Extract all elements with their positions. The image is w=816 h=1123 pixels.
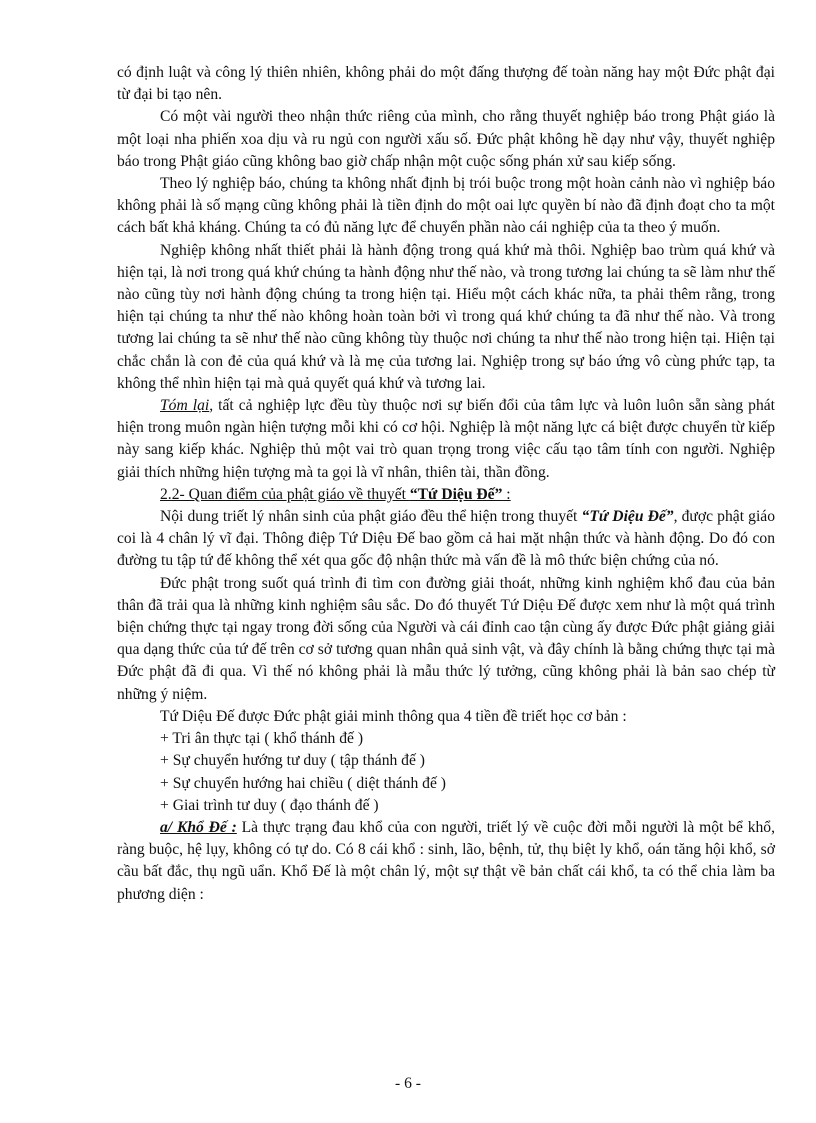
list-item: + Giai trình tư duy ( đạo thánh đế ): [160, 796, 379, 814]
body-text: [117, 62, 775, 906]
section-heading-suffix: :: [502, 485, 511, 503]
page-number: - 6 -: [395, 1075, 421, 1092]
section-heading-term: “Tứ Diệu Đế”: [409, 485, 503, 503]
kho-de-heading: a/ Khổ Đế :: [160, 818, 237, 836]
paragraph-5: [117, 395, 775, 484]
section-heading-prefix: 2.2- Quan điểm của phật giáo về thuyết: [160, 485, 410, 503]
list-item: + Tri ân thực tại ( khổ thánh đế ): [160, 730, 364, 748]
paragraph-6-term: “Tứ Diệu Đế”: [581, 508, 674, 526]
paragraph-7: Đức phật trong suốt quá trình đi tìm con đường giải thoát, những kinh nghiệm khổ đau của bản thân đã trải qua là những kinh nghiệm sâu sắc. Do đó thuyết Tứ Diệu Đế được xem như là một quá trình biện chứng thực tại ngay trong đời sống của Người và cái đỉnh cao tận cùng ấy được Đức phật giảng giải qua dạng thức của tứ đế trên cơ sở tương quan nhân quả sinh vật, và đây chính là bằng chứng thực tại mà Đức phật đã đi qua. Vì thế nó không phải là mẫu thức lý tưởng, cũng không phải là bản sao chép từ những ý niệm.: [117, 574, 775, 703]
paragraph-2: Có một vài người theo nhận thức riêng của mình, cho rằng thuyết nghiệp báo trong Phật giáo là một loại nha phiến xoa dịu và ru ngủ con người xấu số. Đức phật không hề dạy như vậy, thuyết nghiệp báo trong Phật giáo cũng không bao giờ chấp nhận một cuộc sống phán xử sau kiếp sống.: [117, 108, 775, 170]
paragraph-3: Theo lý nghiệp báo, chúng ta không nhất định bị trói buộc trong một hoàn cảnh nào vì nghiệp báo không phải là số mạng cũng không phải là tiền định do một oai lực quyền bí nào đã định đoạt cho ta một cách bất khả kháng. Chúng ta có đủ năng lực để chuyển phần nào cái nghiệp của ta theo ý muốn.: [117, 175, 775, 237]
section-heading: [117, 484, 775, 506]
summary-lead: Tóm lại: [160, 397, 210, 415]
paragraph-8: Tứ Diệu Đế được Đức phật giải minh thông qua 4 tiền đề triết học cơ bản :: [160, 707, 627, 725]
paragraph-6-start: Nội dung triết lý nhân sinh của phật giáo đều thể hiện trong thuyết: [160, 508, 582, 526]
list-item: + Sự chuyển hướng hai chiều ( diệt thánh đế ): [160, 774, 446, 792]
paragraph-4: Nghiệp không nhất thiết phải là hành động trong quá khứ mà thôi. Nghiệp bao trùm quá khứ và hiện tại, là nơi trong quá khứ chúng ta hành động như thế nào, và trong tương lai chúng ta sẽ làm như thế nào cũng tùy nơi hành động chúng ta trong hiện tại. Hiểu một cách khác nữa, ta phải thêm rằng, trong hiện tại chúng ta như thế nào không hoàn toàn bởi vì trong quá khứ chúng ta đã như thế nào. Và trong tương lai chúng ta sẽ như thế nào cũng không tùy thuộc nơi chúng ta như thế nào trong hiện tại. Hiện tại chắc chắn là con đẻ của quá khứ và là mẹ của tương lai. Nghiệp trong sự báo ứng vô cùng phức tạp, ta không thể nhìn hiện tại mà quả quyết quá khứ và tương lai.: [117, 241, 775, 392]
summary-text: , tất cả nghiệp lực đều tùy thuộc nơi sự biến đổi của tâm lực và luôn luôn sẵn sàng phát hiện trong muôn ngàn hiện tượng mỗi khi có cơ hội. Nghiệp là một năng lực cá biệt được chuyển từ kiếp này sang kiếp khác. Nghiệp thủ một vai trò quan trọng trong việc cấu tạo tâm tính con người. Nghiệp giải thích những hiện tượng mà ta gọi là vĩ nhân, thiên tài, thần đồng.: [117, 397, 775, 481]
paragraph-9: [117, 817, 775, 906]
kho-de-text: Là thực trạng đau khổ của con người, triết lý về cuộc đời mỗi người là một bể khổ, ràng buộc, hệ lụy, không có tự do. Có 8 cái khổ : sinh, lão, bệnh, tử, thụ biệt ly khổ, oán tăng hội khổ, sở cầu bất đắc, thụ ngũ uẩn. Khổ Đế là một chân lý, một sự thật về bản chất cái khổ, ta có thể chia làm ba phương diện :: [117, 818, 775, 903]
paragraph-6-end: , được phật giáo coi là 4 chân lý vĩ đại. Thông điệp Tứ Diệu Đế bao gồm cả hai mặt nhận thức và hành động. Do đó con đường tu tập tứ đế không thể xét qua gốc độ nhận thức mà vấn đề là mô thức biện chứng của nó.: [117, 508, 775, 570]
paragraph-1: có định luật và công lý thiên nhiên, không phải do một đấng thượng đế toàn năng hay một Đức phật đại từ đại bi tạo nên.: [117, 64, 775, 104]
paragraph-6: [117, 506, 775, 573]
list-item: + Sự chuyển hướng tư duy ( tập thánh đế ): [160, 752, 425, 770]
